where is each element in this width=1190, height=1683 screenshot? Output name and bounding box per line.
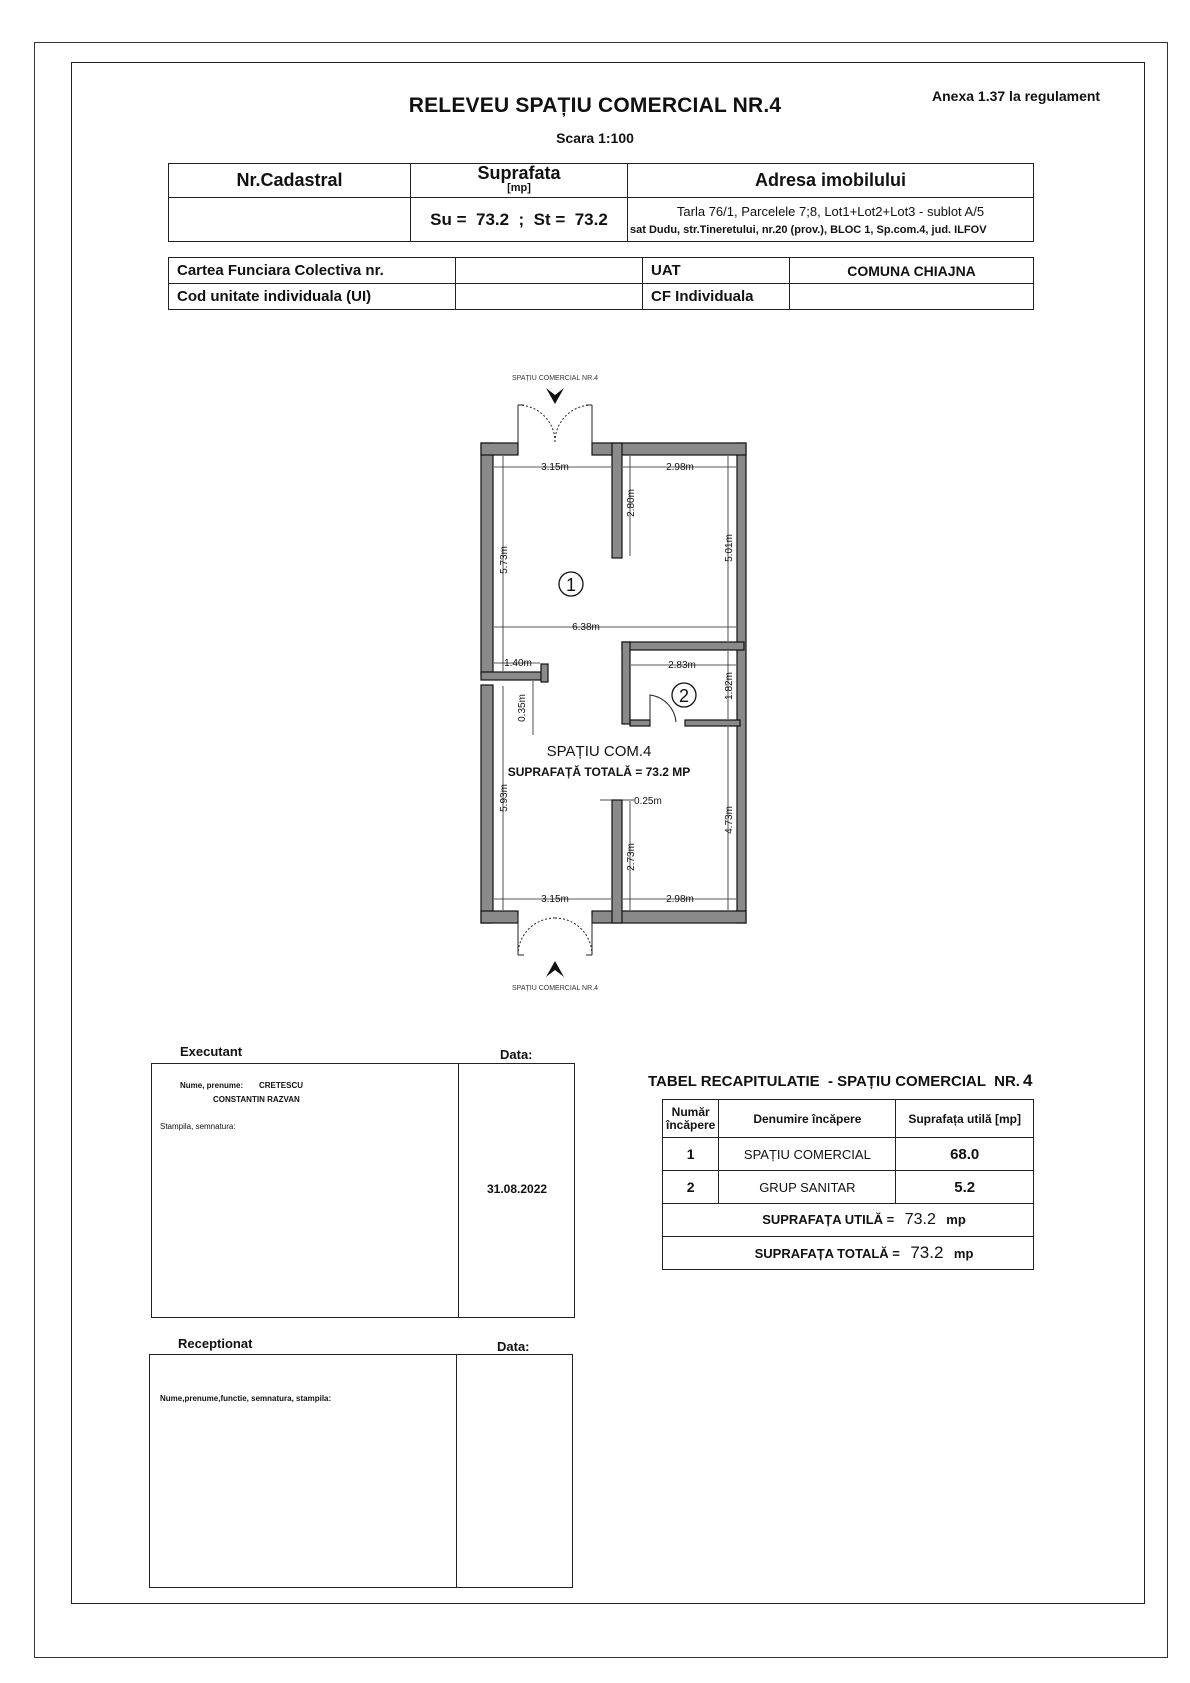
uat-label: UAT — [643, 258, 790, 284]
dim-left-stub: 1.40m — [504, 658, 532, 669]
cod-ui-label: Cod unitate individuala (UI) — [169, 284, 456, 310]
table-row — [663, 1138, 1034, 1171]
arrow-down-icon — [546, 388, 564, 404]
summary-row-1-name: SPAȚIU COMERCIAL — [719, 1138, 896, 1171]
summary-header-nr: Număr încăpere — [663, 1100, 719, 1138]
executant-divider — [458, 1063, 459, 1318]
scale-label: Scara 1:100 — [556, 130, 634, 146]
executant-date-value: 31.08.2022 — [487, 1182, 548, 1196]
summary-util-label: SUPRAFAȚA UTILĂ = — [762, 1212, 895, 1227]
header-adresa: Adresa imobilului — [628, 164, 1034, 198]
table-row — [663, 1171, 1034, 1204]
executant-name-label: Nume, prenume: — [180, 1081, 244, 1090]
summary-header-name: Denumire încăpere — [719, 1100, 896, 1138]
dim-top-right-width: 2.98m — [666, 462, 694, 473]
suprafata-label: Suprafata — [477, 162, 561, 183]
summary-row-1-nr: 1 — [663, 1138, 719, 1171]
uat-value: COMUNA CHIAJNA — [790, 258, 1034, 284]
space-total: SUPRAFAȚĂ TOTALĂ = 73.2 MP — [507, 765, 691, 779]
summary-total-value: 73.2 — [910, 1243, 944, 1262]
cf-colectiva-label: Cartea Funciara Colectiva nr. — [169, 258, 456, 284]
summary-title-number: 4 — [1022, 1071, 1033, 1090]
dim-bottom-right-width: 2.98m — [666, 894, 694, 905]
summary-row-2-area: 5.2 — [896, 1171, 1034, 1204]
dim-wc-height: 1.82m — [724, 672, 735, 700]
address-line-1: Tarla 76/1, Parcelele 7;8, Lot1+Lot2+Lot3 - sublot A/5 — [676, 203, 985, 219]
suprafata-unit: [mp] — [507, 181, 531, 194]
executant-stamp-label: Stampila, semnatura: — [160, 1122, 236, 1131]
executant-date-label: Data: — [500, 1047, 533, 1062]
summary-table — [662, 1099, 1034, 1270]
entry-label-top: SPAȚIU COMERCIAL NR.4 — [512, 375, 598, 382]
summary-util-unit: mp — [946, 1212, 966, 1227]
dim-partition-top-len: 2.80m — [626, 489, 637, 517]
cf-individuala-label: CF Individuala — [643, 284, 790, 310]
executant-title: Executant — [180, 1044, 243, 1059]
surface-values: Su = 73.2 ; St = 73.2 — [411, 198, 628, 242]
summary-header-area: Suprafața utilă [mp] — [896, 1100, 1034, 1138]
summary-row-2-name: GRUP SANITAR — [719, 1171, 896, 1204]
executant-name-line1: CRETESCU — [259, 1081, 304, 1090]
dim-top-left-width: 3.15m — [541, 462, 569, 473]
summary-total-label: SUPRAFAȚA TOTALĂ = — [754, 1246, 900, 1261]
receptionat-divider — [456, 1354, 457, 1588]
summary-util-row — [663, 1204, 1034, 1237]
dim-bottom-left-width: 3.15m — [541, 894, 569, 905]
summary-title — [648, 1071, 1032, 1091]
room-1-number: 1 — [565, 575, 577, 595]
receptionat-date-label: Data: — [497, 1339, 530, 1354]
summary-total-row — [663, 1237, 1034, 1270]
header-nr-cadastral: Nr.Cadastral — [169, 164, 411, 198]
dim-stub-gap: 0.35m — [517, 694, 528, 722]
bottom-door — [518, 915, 592, 955]
dim-partition-thick: 0.25m — [634, 796, 662, 807]
summary-row-1-area: 68.0 — [896, 1138, 1034, 1171]
executant-name-line2: CONSTANTIN RAZVAN — [213, 1095, 300, 1104]
receptionat-title: Receptionat — [178, 1336, 253, 1351]
arrow-up-icon — [546, 961, 564, 977]
dim-right-lower-height: 4.73m — [724, 806, 735, 834]
page-title: RELEVEU SPAȚIU COMERCIAL NR.4 — [408, 94, 782, 117]
dim-right-upper-height: 5.01m — [724, 534, 735, 562]
summary-title-text: TABEL RECAPITULATIE - SPAȚIU COMERCIAL NR. — [648, 1073, 1020, 1090]
dim-left-upper-height: 5.73m — [499, 546, 510, 574]
dim-partition-bottom-len: 2.73m — [626, 843, 637, 871]
address-line-2: sat Dudu, str.Tineretului, nr.20 (prov.), BLOC 1, Sp.com.4, jud. ILFOV — [630, 223, 987, 236]
room-2-number: 2 — [678, 686, 690, 706]
dim-left-lower-height: 5.93m — [499, 784, 510, 812]
receptionat-info-label: Nume,prenume,functie, semnatura, stampila: — [160, 1394, 332, 1403]
anexa-label: Anexa 1.37 la regulament — [932, 88, 1101, 104]
wc-door — [650, 695, 676, 724]
summary-total-unit: mp — [953, 1246, 974, 1261]
dim-mid-width: 6.38m — [572, 622, 600, 633]
walls — [481, 443, 746, 923]
summary-row-2-nr: 2 — [663, 1171, 719, 1204]
dim-wc-width: 2.83m — [668, 660, 696, 671]
receptionat-box — [149, 1354, 573, 1588]
top-door — [518, 405, 592, 445]
entry-label-bottom: SPAȚIU COMERCIAL NR.4 — [512, 985, 598, 992]
space-name: SPAȚIU COM.4 — [546, 743, 652, 760]
summary-util-value: 73.2 — [904, 1211, 936, 1228]
